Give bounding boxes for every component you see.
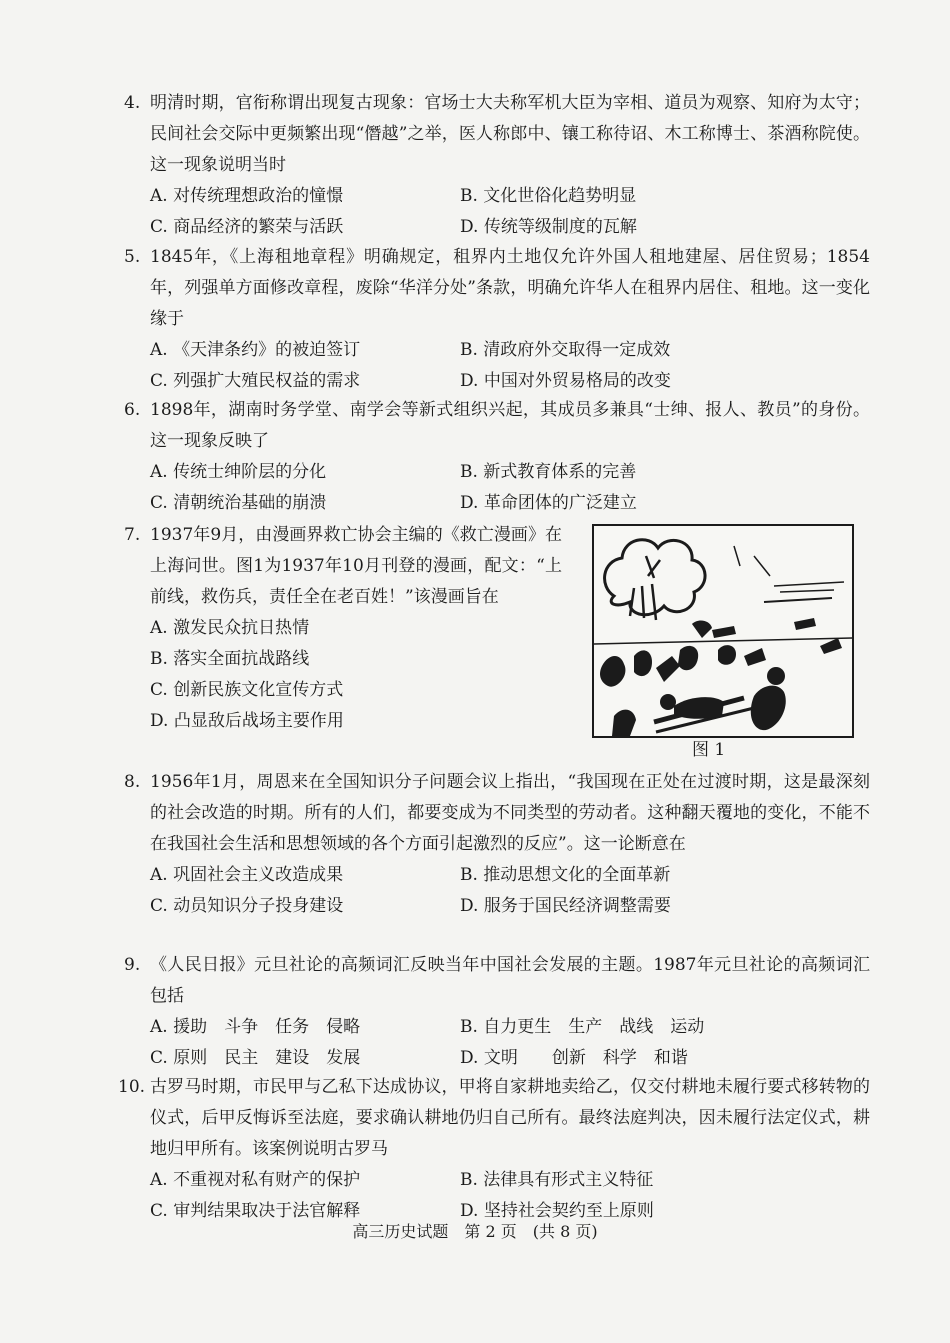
option-d: D. 文明 创新 科学 和谐 [460,1048,688,1068]
option-d: D. 中国对外贸易格局的改变 [460,371,671,391]
option-a: A. 对传统理想政治的憧憬 [150,186,344,206]
option-a: A. 激发民众抗日热情 [150,618,310,638]
question-number: 10. [118,1077,146,1097]
question-stem: 古罗马时期，市民甲与乙私下达成协议，甲将自家耕地卖给乙，仅交付耕地未履行要式移转物的仪式，后甲反悔诉至法庭，要求确认耕地仍归自己所有。最终法庭判决，因未履行法定仪式，耕地归甲所有。该案例说明古罗马 [150,1077,870,1159]
question-7 [124,520,562,737]
option-a: A. 《天津条约》的被迫签订 [150,340,361,360]
option-b: B. 自力更生 生产 战线 运动 [460,1017,705,1037]
question-stem: 1937年9月，由漫画界救亡协会主编的《救亡漫画》在上海问世。图1为1937年10月刊登的漫画，配文：“上前线，救伤兵，责任全在老百姓！”该漫画旨在 [150,525,562,607]
option-c: C. 动员知识分子投身建设 [150,896,344,916]
options [150,860,870,922]
question-10 [118,1072,870,1227]
question-5 [124,242,870,397]
option-c: C. 商品经济的繁荣与活跃 [150,217,344,237]
option-c: C. 审判结果取决于法官解释 [150,1201,361,1221]
option-c: C. 清朝统治基础的崩溃 [150,493,327,513]
option-a: A. 不重视对私有财产的保护 [150,1170,361,1190]
options [150,457,870,519]
question-stem: 明清时期，官衔称谓出现复古现象：官场士大夫称军机大臣为宰相、道员为观察、知府为太守；民间社会交际中更频繁出现“僭越”之举，医人称郎中、镶工称待诏、木工称博士、茶酒称院使。这一现象说明当时 [150,93,870,175]
option-b: B. 落实全面抗战路线 [150,649,310,669]
option-b: B. 文化世俗化趋势明显 [460,186,637,206]
option-b: B. 法律具有形式主义特征 [460,1170,654,1190]
cartoon-illustration-icon [594,526,852,736]
option-a: A. 援助 斗争 任务 侵略 [150,1017,361,1037]
option-a: A. 巩固社会主义改造成果 [150,865,344,885]
question-stem: 1956年1月，周恩来在全国知识分子问题会议上指出，“我国现在正处在过渡时期，这是最深刻的社会改造的时期。所有的人们，都要变成为不同类型的劳动者。这种翻天覆地的变化，不能不在我国社会生活和思想领域的各个方面引起激烈的反应”。这一论断意在 [150,772,870,854]
options [150,1012,870,1074]
option-b: B. 新式教育体系的完善 [460,462,637,482]
option-d: D. 服务于国民经济调整需要 [460,896,671,916]
question-number: 8. [124,772,141,792]
question-number: 5. [124,247,141,267]
option-d: D. 传统等级制度的瓦解 [460,217,637,237]
option-a: A. 传统士绅阶层的分化 [150,462,327,482]
question-stem: 《人民日报》元旦社论的高频词汇反映当年中国社会发展的主题。1987年元旦社论的高频词汇包括 [150,955,870,1006]
figure-1-cartoon [592,524,854,738]
options [150,181,870,243]
question-number: 9. [124,955,141,975]
question-9 [124,950,870,1074]
question-number: 4. [124,93,141,113]
option-d: D. 革命团体的广泛建立 [460,493,637,513]
options [150,613,562,737]
option-d: D. 坚持社会契约至上原则 [460,1201,654,1221]
question-4 [124,88,870,243]
question-8 [124,767,870,922]
question-number: 6. [124,400,141,420]
question-stem: 1898年，湖南时务学堂、南学会等新式组织兴起，其成员多兼具“士绅、报人、教员”的身份。这一现象反映了 [150,400,870,451]
option-b: B. 推动思想文化的全面革新 [460,865,671,885]
option-c: C. 创新民族文化宣传方式 [150,680,344,700]
question-number: 7. [124,525,141,545]
option-d: D. 凸显敌后战场主要作用 [150,711,344,731]
question-6 [124,395,870,519]
options [150,335,870,397]
option-c: C. 原则 民主 建设 发展 [150,1048,361,1068]
option-c: C. 列强扩大殖民权益的需求 [150,371,361,391]
page-footer: 高三历史试题 第 2 页 (共 8 页) [352,1222,598,1241]
figure-1-caption: 图 1 [692,740,726,760]
options [150,1165,870,1227]
question-stem: 1845年，《上海租地章程》明确规定，租界内土地仅允许外国人租地建屋、居住贸易；1854年，列强单方面修改章程，废除“华洋分处”条款，明确允许华人在租界内居住、租地。这一变化缘于 [150,247,870,329]
option-b: B. 清政府外交取得一定成效 [460,340,671,360]
